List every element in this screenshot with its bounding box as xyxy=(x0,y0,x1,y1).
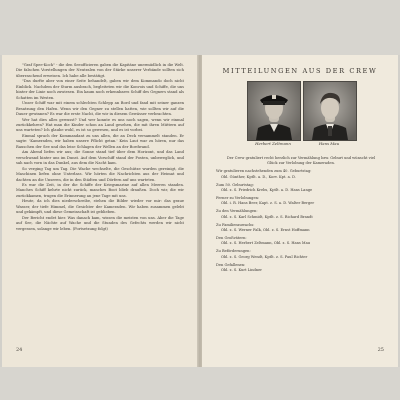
section-entry: Obl. z. S. Friedrich Krebs, Kptlt. a. D. Hans Lange xyxy=(221,188,313,193)
photo-caption: Hans Mau xyxy=(318,141,340,146)
section-entry: Obl. z. S. Herbert Zeltmann, Obl. z. S. Hans Mau xyxy=(221,241,311,246)
page-title: MITTEILUNGEN AUS DER CREW xyxy=(222,67,378,75)
portrait-photo-officer-cap xyxy=(247,81,301,141)
paragraph: So verging Tag um Tag. Die Wache wechselte, die Geschütze wurden gereinigt, die Maschinen liefen ohne Unterlass. Wir hörten die Nachrichten aus der Heimat und dachten an die Unseren, die in den Städten und Dörfern auf uns warteten. xyxy=(16,166,184,182)
section-heading: Zu Familienzuwachs: xyxy=(216,222,255,227)
section-heading: Ferner zu Verlobungen: xyxy=(216,195,260,200)
paragraph: Am Abend liefen wir aus; die Sonne stand tief über dem Horizont, und das Land verschwand hinter uns im Dunst. Auf dem Vorschiff stand der Posten, unbeweglich, und sah nach vorn in das Dunkel, aus dem die Nacht kam. xyxy=(16,150,184,166)
announcements-intro: Der Crew gratuliert recht herzlich zur Vermählung bzw. Geburt und wünscht viel Glück zur Verlobung der Kameraden. xyxy=(226,156,376,166)
section-entry: Obl. z. S. Karl Schmidt, Kptlt. z. S. Richard Brandt xyxy=(221,214,313,219)
section-heading: Wir gratulieren nachstehenden zum 40. Geburtstag: xyxy=(216,169,312,174)
portrait-civilian-image xyxy=(304,82,356,140)
paragraph: "Das durfte aber von einer Seite behandelt, gaben wir dem Kommando doch nicht Einblick. Nachdem der Sturm ausbrach, begleiteten wir die Konvois und Schiffe, die uns hinter der Linie noch zuwiesen. Ein kaum noch erkennbares Schiff des Gegners stand als Schatten im Westen. xyxy=(16,79,184,100)
section-heading: Den Großvätern: xyxy=(216,235,247,240)
section-heading: Zu den Vermählungen: xyxy=(216,209,258,214)
paragraph: Es war die Zeit, in der die Schiffe der Kriegsmarine auf allen Meeren standen. Manches Schiff kehrte nicht zurück, manches Boot blieb draußen. Doch wir, die wir zurückkamen, trugen die Erinnerung an jene Tage mit uns. xyxy=(16,182,184,198)
portrait-officer-image xyxy=(248,82,300,140)
paragraph: Wer hat dies alles gewusst? Und wer konnte es uns noch sagen, wenn wir einmal zurückkehren? Hat man die Kinder schon an Land gesehen, die mit ihren Müttern auf uns warteten? Ich glaube wohl, es ist so gewesen, und es ist vorbei. xyxy=(16,117,184,133)
paragraph: Unser Schiff war mit einem schlechten Schlepp an Bord und fand mit seiner ganzen Besatzung den Hafen. Wenn wir den Gegner zu stellen hatten, wie sollten wir auf die Dauer gewinnen? Es war die erste Nacht, die wir in diesem Gewässer verbrachten. xyxy=(16,101,184,117)
left-page xyxy=(2,55,198,367)
section-entry: Obl. i. R. Hans Beer, Kapt. z. S. a. D. Walter Berger xyxy=(221,201,315,206)
portrait-photo-civilian xyxy=(303,81,357,141)
section-entry: Obl. Günther, Kptlt. a. D., Korv. Kpt. a. D. xyxy=(221,174,296,179)
paragraph: "Graf Spee-Koch" - die den Seeofficieren gaben die Kapitäne unermüdlich in die Welt. Die falschen Vorstellungen der Neutralen von der Stärke unserer Verbände sollten sich überraschend erweisen. Ich habe alle bestätigt. xyxy=(16,63,184,78)
left-page-body xyxy=(16,63,184,232)
page-number-right: 25 xyxy=(377,347,384,353)
right-page xyxy=(202,55,398,367)
page-number-left: 24 xyxy=(16,347,23,353)
photo-caption: Herbert Zeltmann xyxy=(255,141,291,146)
book-spread xyxy=(0,55,400,367)
section-heading: Den Gefallenen: xyxy=(216,262,246,267)
paragraph: Heute, da ich dies niederschreibe, stehen die Bilder wieder vor mir: das graue Wasser, der tiefe Himmel, die Gesichter der Kameraden. Wir haben zusammen gelebt und gekämpft, und diese Gemeinschaft ist geblieben. xyxy=(16,199,184,215)
paragraph: Der Bericht endet hier. Was danach kam, wissen die meisten von uns. Aber die Tage auf See, die Nächte auf Wache und die Stunden des Gefechts werden wir nicht vergessen, solange wir leben. (Fortsetzung folgt) xyxy=(16,215,184,231)
announcements xyxy=(216,156,386,273)
section-heading: Zum 50. Geburtstag: xyxy=(216,182,254,187)
paragraph: Einmal sprach der Kommandant zu uns allen, die an Deck versammelt standen. Er sagte: 'Kameraden, wir haben unsere Pflicht getan.' Kein Laut war zu hören, nur das Rauschen der See und das leise Schlagen der Wellen an der Bordwand. xyxy=(16,133,184,149)
section-entry: Obl. z. S. Kurt Lindner xyxy=(221,267,263,272)
section-entry: Obl. z. S. Werner Falk, Obl. z. S. Ernst Hoffmann xyxy=(221,227,310,232)
section-heading: Zu Beförderungen: xyxy=(216,249,251,254)
section-entry: Obl. z. S. Georg Wendt, Kptlt. z. S. Paul Richter xyxy=(221,254,308,259)
